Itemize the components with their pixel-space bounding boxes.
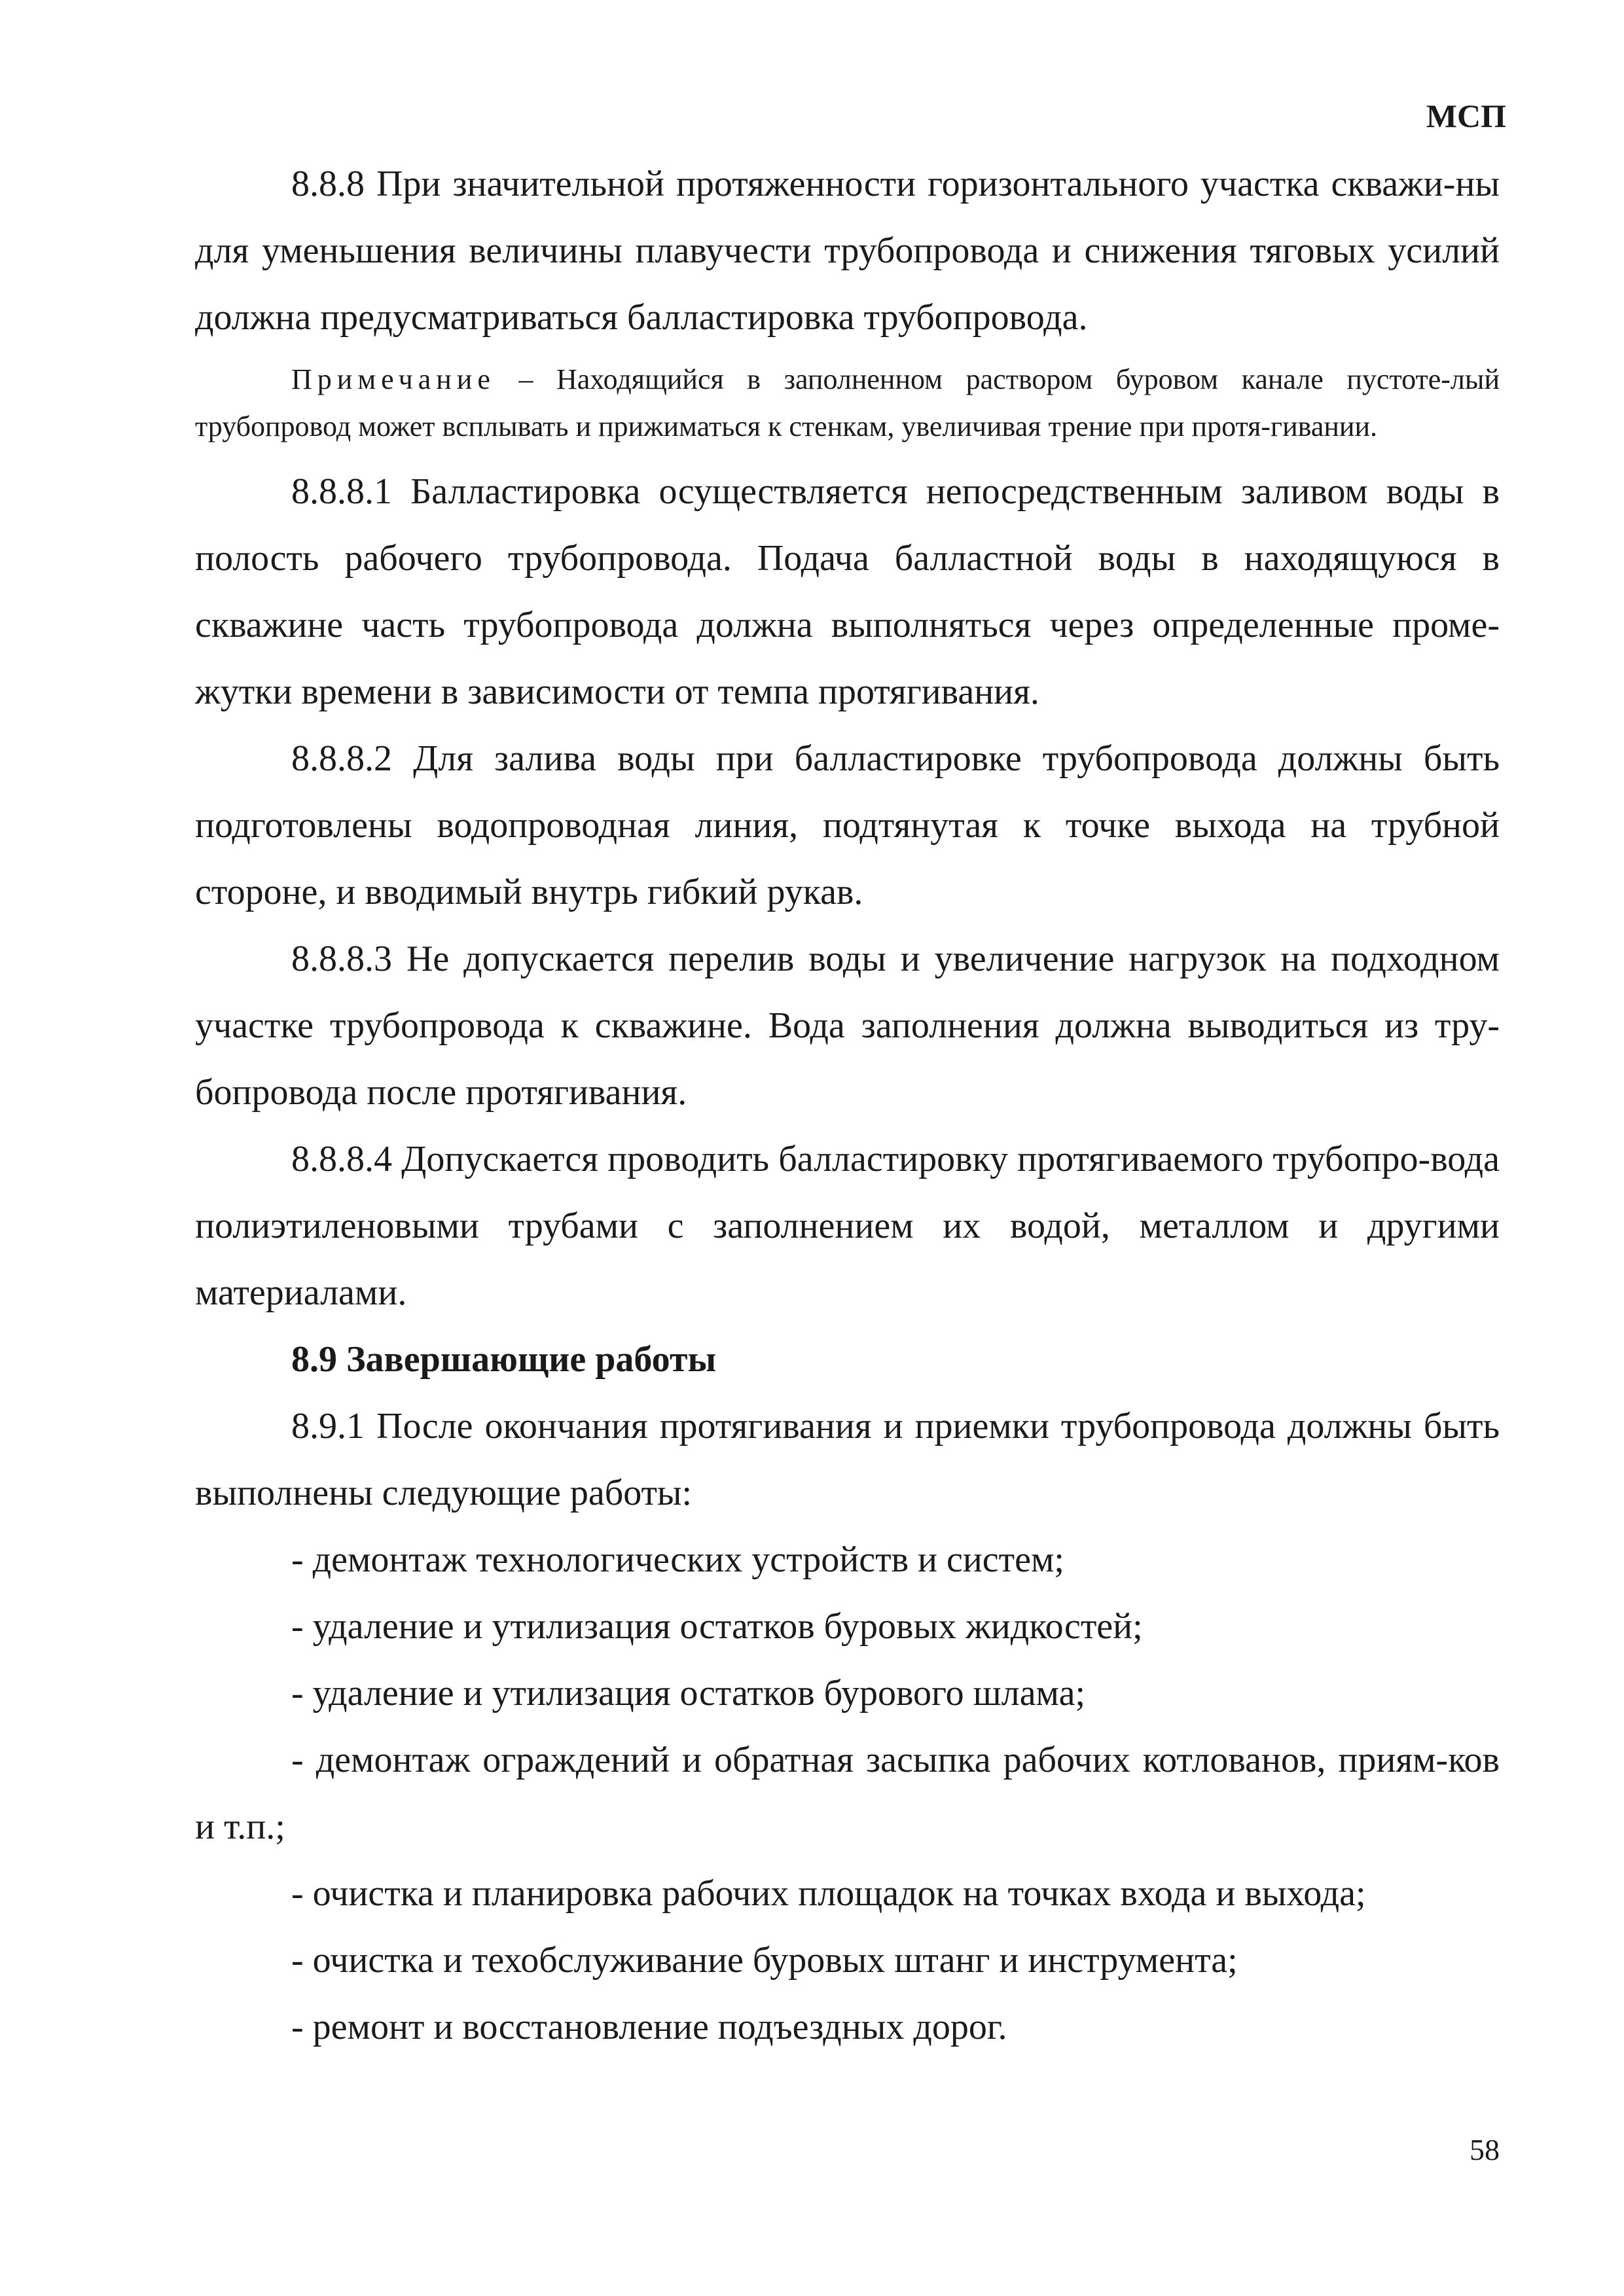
list-item: - ремонт и восстановление подъездных дорог. [291,2007,1007,2047]
list-item: - демонтаж технологических устройств и систем; [291,1539,1064,1580]
list-item: - очистка и планировка рабочих площадок на точках входа и выхода; [291,1873,1366,1914]
note-text: – Находящийся в заполненном раствором буровом канале пустоте-лый трубопровод может всплывать и прижиматься к стенкам, увеличивая трение при протя-гивании. [195,363,1500,442]
note-block [195,356,1500,450]
list-item: - удаление и утилизация остатков бурового шлама; [291,1673,1086,1713]
document-code: МСП [1426,98,1506,134]
paragraph-8-8-8: 8.8.8 При значительной протяженности горизонтального участка скважи-ны для уменьшения величины плавучести трубопровода и снижения тяговых усилий должна предусматриваться балластировка трубопровода. [195,164,1500,338]
note-label: Примечание [291,363,496,395]
section-heading-8-9: 8.9 Завершающие работы [291,1339,717,1380]
list-item: - удаление и утилизация остатков буровых жидкостей; [291,1606,1143,1647]
paragraph-8-8-8-4: 8.8.8.4 Допускается проводить балластировку протягиваемого трубопро-вода полиэтиленовыми трубами с заполнением их водой, металлом и другими материалами. [195,1139,1500,1313]
list-item: - очистка и техобслуживание буровых штанг и инструмента; [291,1940,1238,1981]
paragraph-8-8-8-3: 8.8.8.3 Не допускается перелив воды и увеличение нагрузок на подходном участке трубопровода к скважине. Вода заполнения должна выводиться из тру-бопровода после протягивания. [195,939,1500,1113]
list-item: - демонтаж ограждений и обратная засыпка рабочих котлованов, приям-ков и т.п.; [195,1740,1500,1847]
page-number: 58 [1470,2133,1500,2166]
paragraph-8-9-1: 8.9.1 После окончания протягивания и приемки трубопровода должны быть выполнены следующие работы: [195,1406,1500,1513]
paragraph-8-8-8-2: 8.8.8.2 Для залива воды при балластировке трубопровода должны быть подготовлены водопроводная линия, подтянутая к точке выхода на трубной стороне, и вводимый внутрь гибкий рукав. [195,738,1500,912]
page-content [195,151,1500,2060]
paragraph-8-8-8-1: 8.8.8.1 Балластировка осуществляется непосредственным заливом воды в полость рабочего трубопровода. Подача балластной воды в находящуюся в скважине часть трубопровода должна выполняться через определенные проме-жутки времени в зависимости от темпа протягивания. [195,471,1500,712]
